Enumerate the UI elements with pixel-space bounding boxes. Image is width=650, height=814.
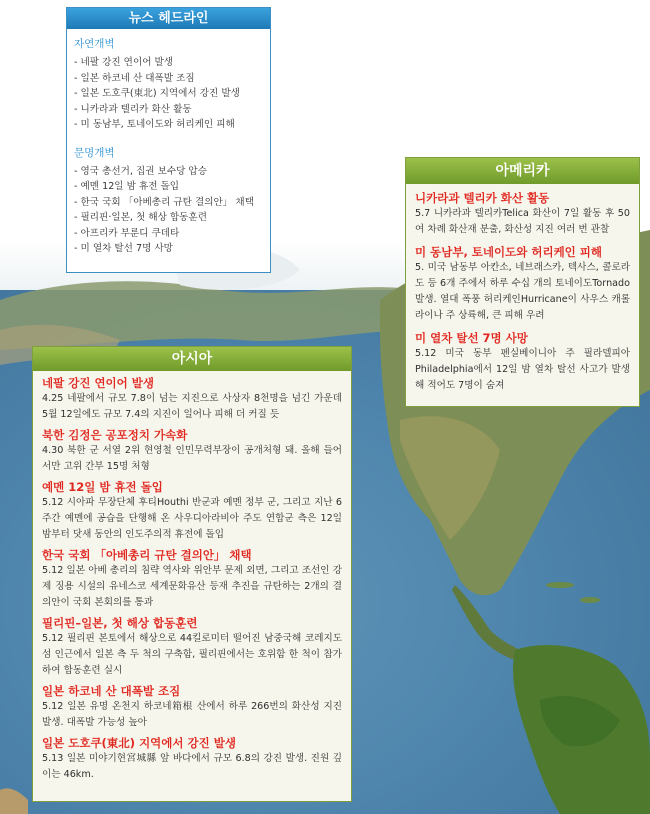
section-heading: 문명개벽: [74, 146, 115, 159]
news-body: 5.12 일본 유명 온천지 하코네箱根 산에서 하루 266번의 화산성 지진 발생. 대폭발 가능성 높아: [42, 701, 342, 728]
headlines-section-nature: [67, 36, 270, 133]
news-item: [415, 245, 630, 324]
news-title[interactable]: 일본 도호쿠(東北) 지역에서 강진 발생: [42, 736, 236, 750]
headline-item[interactable]: - 필리핀·일본, 첫 해상 합동훈련: [74, 212, 207, 223]
news-item: [42, 480, 342, 543]
americas-panel: [405, 157, 640, 407]
news-title[interactable]: 한국 국회 「아베총리 규탄 결의안」 채택: [42, 548, 252, 562]
news-item: [42, 428, 342, 475]
news-body: 5.7 니카라과 텔리카Telica 화산이 7일 활동 후 50여 차례 화산재 분출, 화산성 지진 여러 번 관찰: [415, 208, 630, 235]
asia-news-list: [33, 376, 351, 783]
news-body: 5.13 일본 미야기현宮城縣 앞 바다에서 규모 6.8의 강진 발생. 진원 깊이는 46km.: [42, 753, 342, 780]
headline-list: [67, 164, 270, 257]
asia-title: 아시아: [33, 347, 351, 371]
headline-item[interactable]: - 니카라과 텔리카 화산 활동: [74, 103, 192, 115]
news-title[interactable]: 미 열차 탈선 7명 사망: [415, 331, 528, 345]
headlines-panel: [66, 7, 271, 273]
news-item: [42, 684, 342, 731]
news-title[interactable]: 미 동남부, 토네이도와 허리케인 피해: [415, 245, 603, 259]
headline-item[interactable]: - 네팔 강진 연이어 발생: [74, 57, 174, 68]
news-title[interactable]: 일본 하코네 산 대폭발 조짐: [42, 684, 181, 698]
news-body: 5.12 미국 동부 펜실베이니아 주 필라델피아 Philadelphia에서 12일 밤 열차 탈선 사고가 발생해 적어도 7명이 숨져: [415, 348, 630, 391]
headline-item[interactable]: - 예멘 12일 밤 휴전 돌입: [74, 181, 180, 192]
news-item: [42, 548, 342, 611]
headline-item[interactable]: - 아프리카 부룬디 쿠데타: [74, 227, 180, 239]
headlines-section-civilization: [67, 145, 270, 257]
news-body: 5.12 일본 아베 총리의 침략 역사와 위안부 문제 외면, 그리고 조선인 강제 징용 시설의 유네스코 세계문화유산 등재 추진을 규탄하는 2개의 결의안이 국회 본회의를 통과: [42, 565, 342, 608]
news-title[interactable]: 네팔 강진 연이어 발생: [42, 376, 154, 390]
headline-item[interactable]: - 영국 총선거, 집권 보수당 압승: [74, 165, 207, 177]
headline-list: [67, 55, 270, 133]
americas-title: 아메리카: [406, 158, 639, 184]
news-item: [415, 331, 630, 394]
headline-item[interactable]: - 일본 하코네 산 대폭발 조짐: [74, 72, 195, 84]
news-item: [42, 376, 342, 423]
asia-panel: [32, 346, 352, 802]
americas-news-list: [406, 191, 639, 394]
news-title[interactable]: 필리핀–일본, 첫 해상 합동훈련: [42, 616, 198, 630]
headline-item[interactable]: - 일본 도호쿠(東北) 지역에서 강진 발생: [74, 88, 240, 99]
news-item: [42, 616, 342, 679]
news-title[interactable]: 니카라과 텔리카 화산 활동: [415, 191, 550, 205]
headline-item[interactable]: - 미 열차 탈선 7명 사망: [74, 243, 173, 254]
news-body: 4.30 북한 군 서열 2위 현영철 인민무력부장이 공개처형 돼. 올해 들어서만 고위 간부 15명 처형: [42, 445, 342, 472]
news-item: [42, 736, 342, 783]
headlines-title: 뉴스 헤드라인: [67, 8, 270, 29]
news-body: 4.25 네팔에서 규모 7.8이 넘는 지진으로 사상자 8천명을 넘긴 가운데 5월 12일에도 규모 7.4의 지진이 일어나 피해 더 커질 듯: [42, 393, 342, 420]
headline-item[interactable]: - 한국 국회 「아베총리 규탄 결의안」 채택: [74, 196, 254, 208]
news-title[interactable]: 예멘 12일 밤 휴전 돌입: [42, 480, 163, 494]
news-body: 5. 미국 남동부 아칸소, 네브래스카, 텍사스, 콜로라도 등 6개 주에서 하루 수십 개의 토네이도Tornado 발생. 열대 폭풍 허리케인Hurricane이 사우스 캐롤라이나 주 상륙해, 큰 피해 우려: [415, 262, 630, 321]
headline-item[interactable]: - 미 동남부, 토네이도와 허리케인 피해: [74, 119, 235, 130]
news-item: [415, 191, 630, 238]
news-body: 5.12 필리핀 본토에서 해상으로 44킬로미터 떨어진 남중국해 코레지도섬 인근에서 일본 측 두 척의 구축함, 필리핀에서는 호위함 한 척이 참가하여 합동훈련 실시: [42, 633, 342, 676]
section-heading: 자연개벽: [74, 38, 115, 50]
news-title[interactable]: 북한 김정은 공포정치 가속화: [42, 428, 188, 442]
news-body: 5.12 시아파 무장단체 후티Houthi 반군과 예멘 정부 군, 그리고 지난 6주간 예멘에 공습을 단행해 온 사우디아라비아 주도 연합군 측은 12일 밤부터 닷새 동안의 인도주의적 휴전에 돌입: [42, 497, 342, 540]
